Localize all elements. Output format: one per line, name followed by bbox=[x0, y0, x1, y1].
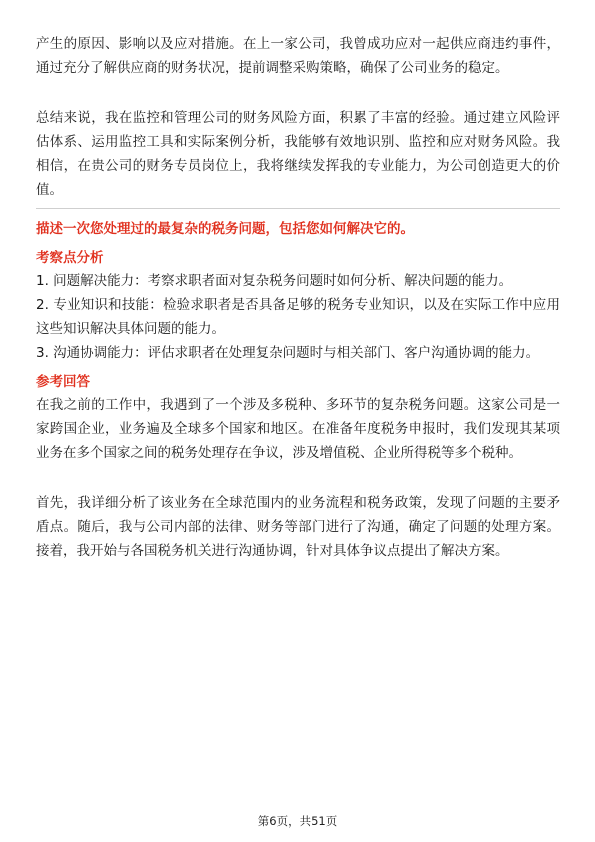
interview-question: 描述一次您处理过的最复杂的税务问题，包括您如何解决它的。 bbox=[36, 221, 414, 237]
page-footer: 第6页，共51页 bbox=[257, 814, 338, 828]
answer-title: 参考回答 bbox=[36, 374, 90, 390]
analysis-title: 考察点分析 bbox=[36, 250, 104, 266]
paragraph-gap bbox=[36, 465, 560, 491]
intro-paragraph-1: 产生的原因、影响以及应对措施。在上一家公司，我曾成功应对一起供应商违约事件，通过充分了解供应商的财务状况，提前调整采购策略，确保了公司业务的稳定。 bbox=[36, 36, 560, 76]
document-page bbox=[36, 32, 560, 563]
section-divider bbox=[36, 208, 560, 209]
intro-paragraph-2: 总结来说，我在监控和管理公司的财务风险方面，积累了丰富的经验。通过建立风险评估体系、运用监控工具和实际案例分析，我能够有效地识别、监控和应对财务风险。我相信，在贵公司的财务专员岗位上，我将继续发挥我的专业能力，为公司创造更大的价值。 bbox=[36, 110, 560, 198]
analysis-item-1: 1. 问题解决能力：考察求职者面对复杂税务问题时如何分析、解决问题的能力。 bbox=[36, 273, 513, 289]
paragraph-gap bbox=[36, 80, 560, 106]
answer-paragraph-2: 首先，我详细分析了该业务在全球范围内的业务流程和税务政策，发现了问题的主要矛盾点。随后，我与公司内部的法律、财务等部门进行了沟通，确定了问题的处理方案。接着，我开始与各国税务机关进行沟通协调，针对具体争议点提出了解决方案。 bbox=[36, 495, 560, 559]
analysis-item-3: 3. 沟通协调能力：评估求职者在处理复杂问题时与相关部门、客户沟通协调的能力。 bbox=[36, 345, 540, 361]
analysis-item-2: 2. 专业知识和技能：检验求职者是否具备足够的税务专业知识，以及在实际工作中应用这些知识解决具体问题的能力。 bbox=[36, 297, 560, 337]
answer-paragraph-1: 在我之前的工作中，我遇到了一个涉及多税种、多环节的复杂税务问题。这家公司是一家跨国企业，业务遍及全球多个国家和地区。在准备年度税务申报时，我们发现其某项业务在多个国家之间的税务处理存在争议，涉及增值税、企业所得税等多个税种。 bbox=[36, 397, 560, 461]
